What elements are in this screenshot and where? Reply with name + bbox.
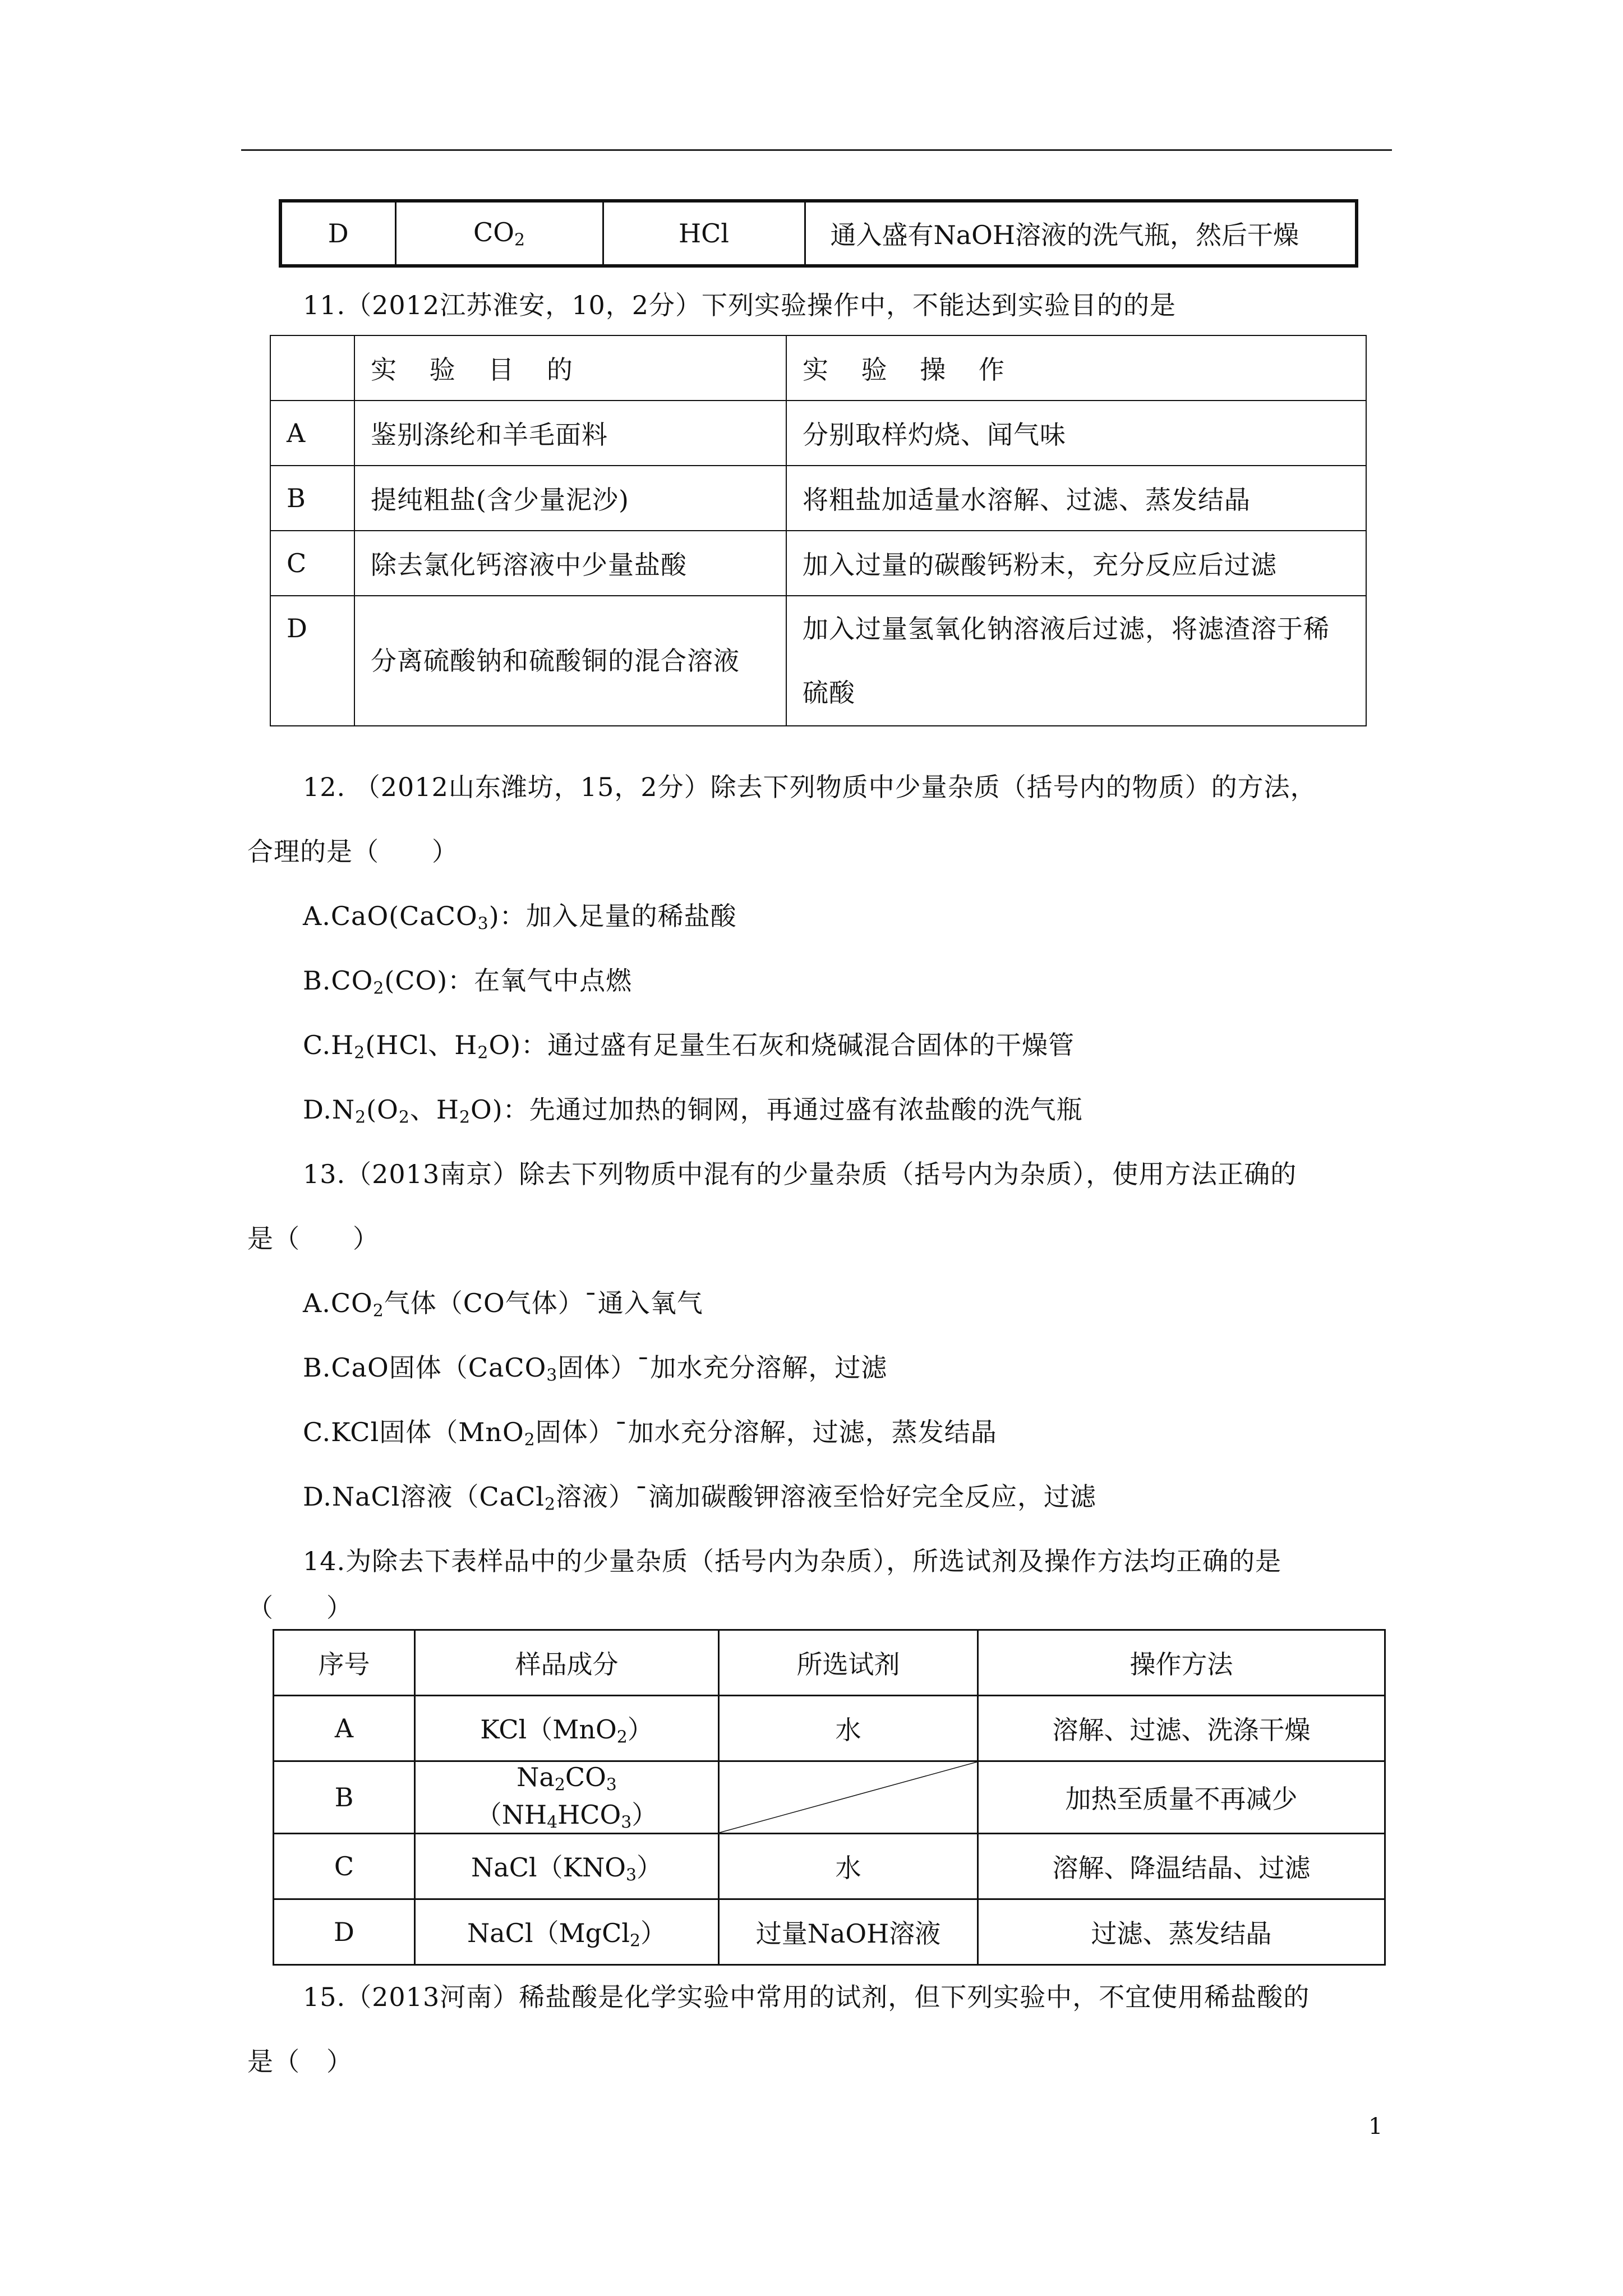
table-row [270,466,1366,531]
row-operation: 分别取样灼烧、闻气味 [786,401,1366,466]
row-label: B [274,1761,415,1834]
table-row [274,1899,1385,1964]
question-13-stem: 13.（2013南京）除去下列物质中混有的少量杂质（括号内为杂质），使用方法正确的 [303,1159,1297,1189]
diagonal-slash-icon [720,1762,977,1833]
header-sample: 样品成分 [415,1630,719,1696]
header-rule [241,149,1392,151]
row-reagent-empty [719,1761,978,1834]
row-label: D [274,1899,415,1964]
header-blank [270,335,354,401]
row-reagent: 水 [719,1696,978,1761]
row-label: A [274,1696,415,1761]
row-operation: 加入过量氢氧化钠溶液后过滤，将滤渣溶于稀硫酸 [786,596,1366,726]
table-row [270,596,1366,726]
row-method: 溶解、降温结晶、过滤 [978,1833,1385,1899]
row-sample: $Na_2CO_3(NH_4HCO_3)$ [415,1761,719,1834]
question-13-option-b: B.CaO固体（CaCO$_3$固体）¯加水充分溶解，过滤 [303,1352,888,1386]
table-row [270,401,1366,466]
row-operation: 将粗盐加适量水溶解、过滤、蒸发结晶 [786,466,1366,531]
question-15-stem: 15.（2013河南）稀盐酸是化学实验中常用的试剂，但下列实验中，不宜使用稀盐酸的 [303,1982,1310,2012]
question-12-option-c: $C.H_2(HCl$、$H_2O$)：通过盛有足量生石灰和烧碱混合固体的干燥管 [303,1030,1075,1063]
cell-method: 通入盛有NaOH溶液的洗气瓶，然后干燥 [805,201,1357,266]
row-purpose: 分离硫酸钠和硫酸铜的混合溶液 [354,596,786,726]
table-row [274,1696,1385,1761]
cell-impurity: HCl [603,201,805,266]
table-header-row [274,1630,1385,1696]
row-operation: 加入过量的碳酸钙粉末，充分反应后过滤 [786,531,1366,596]
row-label: A [270,401,354,466]
question-11-table [270,335,1367,726]
cell-substance: $CO_2$ [395,201,603,266]
header-operation: 实 验 操 作 [786,335,1366,401]
cell-label: D [280,201,395,266]
row-reagent: 过量NaOH溶液 [719,1899,978,1964]
row-method: 加热至质量不再减少 [978,1761,1385,1834]
question-14-stem: 14.为除去下表样品中的少量杂质（括号内为杂质），所选试剂及操作方法均正确的是 [303,1546,1282,1576]
table-header-row [270,335,1366,401]
row-label: D [270,596,354,726]
question-12-option-d: $D.N_2(O_2$、$H_2O$)：先通过加热的铜网，再通过盛有浓盐酸的洗气瓶 [303,1094,1083,1128]
table-row [270,531,1366,596]
question-12-stem-cont: 合理的是（ ） [247,836,458,867]
row-sample: NaCl（MgCl$_2$） [415,1899,719,1964]
row-label: C [270,531,354,596]
table-row [274,1833,1385,1899]
table-row [274,1761,1385,1834]
question-12-stem: 12. （2012山东潍坊，15，2分）除去下列物质中少量杂质（括号内的物质）的方法， [303,772,1317,802]
row-label: C [274,1833,415,1899]
question-12-option-b: $B.CO_2(CO)$：在氧气中点燃 [303,965,633,999]
header-index: 序号 [274,1630,415,1696]
question-14-stem-cont: （ ） [247,1593,353,1623]
row-method: 溶解、过滤、洗涤干燥 [978,1696,1385,1761]
continuation-table [279,199,1358,268]
table-row [280,201,1357,266]
page-number: 1 [1368,2114,1383,2139]
row-label: B [270,466,354,531]
question-13-option-a: $A.CO_2$气体（CO气体）¯通入氧气 [303,1288,703,1321]
header-purpose: 实 验 目 的 [354,335,786,401]
question-14-table [273,1629,1386,1966]
header-method: 操作方法 [978,1630,1385,1696]
question-12-option-a: A.CaO(CaCO$_3$)：加入足量的稀盐酸 [303,901,737,934]
row-method: 过滤、蒸发结晶 [978,1899,1385,1964]
question-13-option-c: C.KCl固体（MnO$_2$固体）¯加水充分溶解，过滤，蒸发结晶 [303,1417,997,1450]
question-13-option-d: D.NaCl溶液（CaCl$_2$溶液）¯滴加碳酸钾溶液至恰好完全反应，过滤 [303,1481,1097,1515]
question-15-stem-cont: 是（ ） [247,2046,353,2077]
row-sample: KCl（MnO$_2$） [415,1696,719,1761]
row-sample: $NaCl(KNO_3)$ [415,1833,719,1899]
row-purpose: 鉴别涤纶和羊毛面料 [354,401,786,466]
question-13-stem-cont: 是（ ） [247,1223,379,1254]
question-11-stem: 11.（2012江苏淮安，10，2分）下列实验操作中，不能达到实验目的的是 [303,290,1177,320]
header-reagent: 所选试剂 [719,1630,978,1696]
row-reagent: 水 [719,1833,978,1899]
row-purpose: 除去氯化钙溶液中少量盐酸 [354,531,786,596]
row-purpose: 提纯粗盐(含少量泥沙) [354,466,786,531]
